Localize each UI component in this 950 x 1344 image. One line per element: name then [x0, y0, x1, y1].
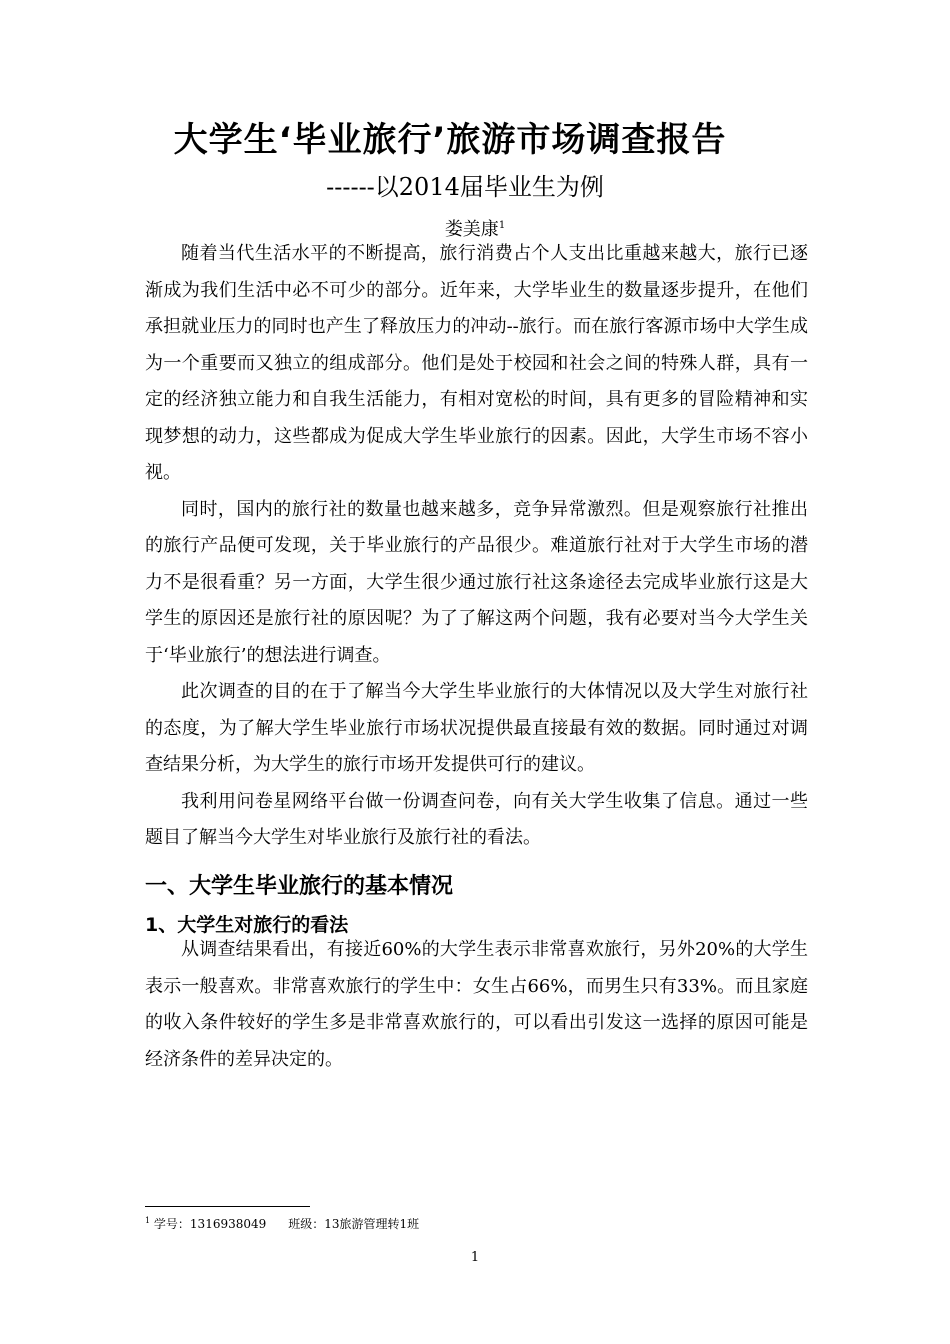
document-subtitle: ------以2014届毕业生为例	[326, 173, 604, 201]
intro-paragraph-2: 同时，国内的旅行社的数量也越来越多，竞争异常激烈。但是观察旅行社推出的旅行产品便可发现，关于毕业旅行的产品很少。难道旅行社对于大学生市场的潜力不是很看重？另一方面，大学生很少通过旅行社这条途径去完成毕业旅行这是大学生的原因还是旅行社的原因呢？为了了解这两个问题，我有必要对当今大学生关于‘毕业旅行’的想法进行调查。	[145, 498, 808, 666]
subsection-body	[145, 932, 808, 1078]
subsection-heading: 1、大学生对旅行的看法	[145, 914, 349, 936]
footnote	[145, 1212, 419, 1233]
section-heading: 一、大学生毕业旅行的基本情况	[145, 874, 454, 899]
footnote-class: 班级：13旅游管理转1班	[288, 1217, 420, 1231]
footnote-student-id: 学号：1316938049	[153, 1217, 267, 1231]
page-number: 1	[470, 1250, 480, 1265]
intro-paragraph-3: 此次调查的目的在于了解当今大学生毕业旅行的大体情况以及大学生对旅行社的态度，为了解大学生毕业旅行市场状况提供最直接最有效的数据。同时通过对调查结果分析，为大学生的旅行市场开发提供可行的建议。	[145, 681, 808, 775]
intro-section	[145, 236, 808, 857]
footnote-mark: 1	[145, 1216, 151, 1225]
subsection-paragraph-1: 从调查结果看出，有接近60%的大学生表示非常喜欢旅行，另外20%的大学生表示一般喜欢。非常喜欢旅行的学生中：女生占66%，而男生只有33%。而且家庭的收入条件较好的学生多是非常喜欢旅行的，可以看出引发这一选择的原因可能是经济条件的差异决定的。	[145, 939, 808, 1070]
intro-paragraph-4: 我利用问卷星网络平台做一份调查问卷，向有关大学生收集了信息。通过一些题目了解当今大学生对毕业旅行及旅行社的看法。	[145, 790, 808, 848]
document-title: 大学生‘毕业旅行’旅游市场调查报告	[173, 120, 727, 160]
author-name: 娄美康	[444, 219, 499, 240]
author-footnote-mark[interactable]: 1	[498, 220, 506, 231]
intro-paragraph-1: 随着当代生活水平的不断提高，旅行消费占个人支出比重越来越大，旅行已逐渐成为我们生活中必不可少的部分。近年来，大学毕业生的数量逐步提升，在他们承担就业压力的同时也产生了释放压力的冲动--旅行。而在旅行客源市场中大学生成为一个重要而又独立的组成部分。他们是处于校园和社会之间的特殊人群，具有一定的经济独立能力和自我生活能力，有相对宽松的时间，具有更多的冒险精神和实现梦想的动力，这些都成为促成大学生毕业旅行的因素。因此，大学生市场不容小视。	[145, 243, 808, 483]
footnote-separator	[145, 1206, 310, 1207]
